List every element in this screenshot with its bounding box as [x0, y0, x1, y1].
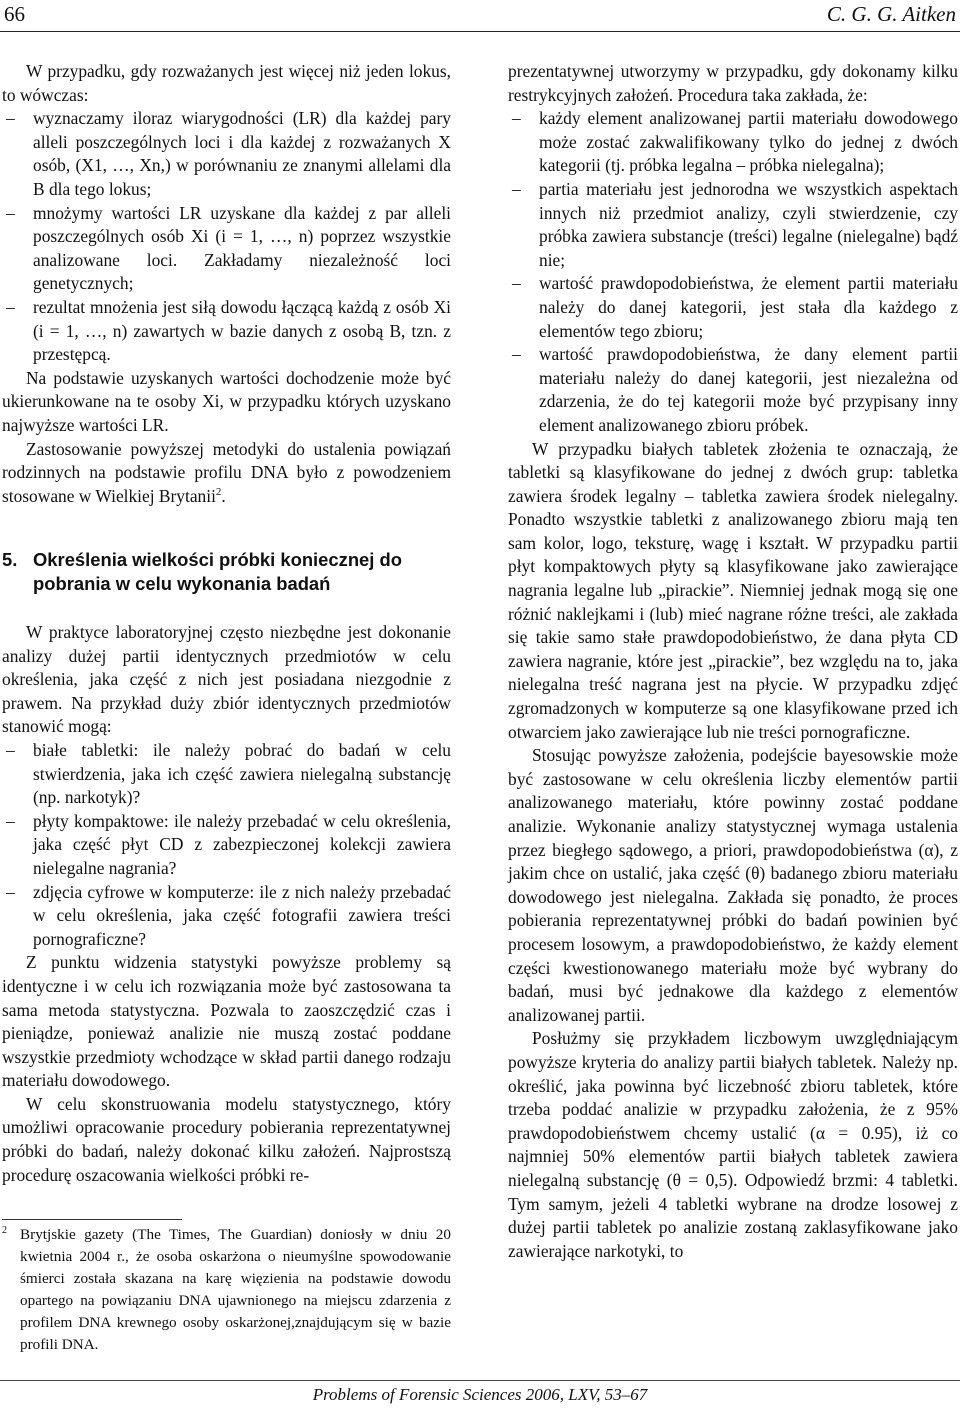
footnote — [2, 1224, 451, 1356]
left-column-section — [2, 621, 451, 1187]
paragraph: W celu skonstruowania modelu statystycznego, który umożliwi opracowanie procedury pobierania reprezentatywnej próbki do badań, należy dokonać kilku założeń. Najprostszą procedurę oszacowania wielkości próbki re- — [2, 1093, 451, 1185]
list-item: – płyty kompaktowe: ile należy przebadać w celu określenia, jaka część płyt CD z zabezpieczonej kolekcji zawiera nielegalne nagrania? — [2, 810, 451, 881]
paragraph: Z punktu widzenia statystyki powyższe problemy są identyczne i w celu ich rozwiązania może być zastosowana ta sama metoda statystyczna. Pozwala to zaoszczędzić czas i pieniądze, ponieważ analizie nie muszą zostać poddane wszystkie przedmioty wchodzące w skład partii danego rodzaju materiału dowodowego. — [2, 952, 451, 1091]
paragraph: W przypadku, gdy rozważanych jest więcej niż jeden lokus, to wówczas: — [2, 61, 451, 105]
paragraph: prezentatywnej utworzymy w przypadku, gdy dokonamy kilku restrykcyjnych założeń. Procedura taka zakłada, że: — [508, 61, 958, 105]
section-number: 5. — [2, 549, 18, 570]
list-item: – zdjęcia cyfrowe w komputerze: ile z nich należy przebadać w celu określenia, jaka część fotografii zawiera treści pornograficzne? — [2, 881, 451, 952]
list-item: – białe tabletki: ile należy pobrać do badań w celu stwierdzenia, jaka ich część zawiera nielegalną substancję (np. narkotyk)? — [2, 739, 451, 810]
right-column — [508, 60, 958, 1263]
header-rule — [0, 31, 960, 32]
list-item: – wyznaczamy iloraz wiarygodności (LR) dla każdej pary alleli poszczególnych loci i dla każdej z rozważanych X osób, (X1, …, Xn,) w porównaniu ze znanymi allelami dla B dla tego lokus; — [2, 107, 451, 201]
paragraph: Na podstawie uzyskanych wartości dochodzenie może być ukierunkowane na te osoby Xi, w przypadku których uzyskano najwyższe wartości LR. — [2, 367, 451, 435]
paragraph-end: . — [221, 485, 226, 506]
paragraph — [2, 438, 451, 509]
left-column — [2, 60, 451, 508]
footnote-reference: 2 — [215, 485, 222, 498]
section-title: Określenia wielkości próbki koniecznej do pobrania w celu wykonania badań — [33, 549, 402, 594]
running-head: C. G. G. Aitken — [826, 2, 956, 26]
list-item: – mnożymy wartości LR uzyskane dla każdej z par alleli poszczególnych osób Xi (i = 1, …, n) poprzez wszystkie analizowane loci. Zakładamy niezależność loci genetycznych; — [2, 202, 451, 296]
paragraph: Stosując powyższe założenia, podejście bayesowskie może być zastosowane w celu określenia liczby elementów partii analizowanego materiału, które powinny zostać poddane analizie. Wykonanie analizy statystycznej wymaga ustalenia przez biegłego sądowego, a priori, prawdopodobieństwa (α), z jakim chce on ustalić, jaka część (θ) badanego zbioru materiału dowodowego jest nielegalna. Zakłada się ponadto, że proces pobierania reprezentatywnej próbki do badań powinien być procesem losowym, a prawdopodobieństwo, że każdy element części kwestionowanego materiału może być wybrany do badań, musi być jednakowe dla każdego z elementów analizowanej partii. — [508, 745, 958, 1025]
footnote-mark: 2 — [2, 1225, 7, 1236]
list-item: – partia materiału jest jednorodna we wszystkich aspektach innych niż przedmiot analizy, czyli stwierdzenie, czy próbka zawiera substancje (treści) legalne (nielegalne) bądź nie; — [508, 178, 958, 272]
paragraph: Posłużmy się przykładem liczbowym uwzględniającym powyższe kryteria do analizy partii białych tabletek. Należy np. określić, jaka powinna być liczebność zbioru tabletek, które trzeba poddać analizie w przypadku założenia, że z 95% prawdopodobieństwem chcemy ustalić (α = 0.95), iż co najmniej 50% elementów partii białych tabletek zawiera nielegalną substancję (θ = 0,5). Odpowiedź brzmi: 4 tabletki. Tym samym, jeżeli 4 tabletki wybrane na drodze losowej z dużej partii tabletek po analizie zostaną zaklasyfikowane jako zawierające narkotyki, to — [508, 1028, 958, 1261]
list-item: – każdy element analizowanej partii materiału dowodowego może zostać zakwalifikowany tylko do jednej z dwóch kategorii (tj. próbka legalna – próbka nielegalna); — [508, 107, 958, 178]
paragraph-text: Zastosowanie powyższej metodyki do ustalenia powiązań rodzinnych na podstawie profilu DNA było z powodzeniem stosowane w Wielkiej Brytanii — [2, 438, 451, 506]
section-heading — [2, 548, 451, 596]
list-item: – wartość prawdopodobieństwa, że dany element partii materiału należy do danej kategorii, jest niezależna od zdarzenia, że do tej kategorii może być przypisany inny element analizowanego zbioru próbek. — [508, 343, 958, 437]
footnote-text: Brytjskie gazety (The Times, The Guardian) doniosły w dniu 20 kwietnia 2004 r., że osoba oskarżona o nieumyślne spowodowanie śmierci została skazana na karę więzienia na podstawie dowodu opartego na powiązaniu DNA ujawnionego na miejscu zdarzenia z profilem DNA krewnego osoby oskarżonej,znajdującym się w bazie profili DNA. — [20, 1226, 451, 1353]
paragraph: W przypadku białych tabletek złożenia te oznaczają, że tabletki są klasyfikowane do jednej z dwóch grup: tabletka zawiera środek legalny – tabletka zawiera środek nielegalny. Ponadto wszystkie tabletki z analizowanego zbioru mają ten sam kolor, logo, teksturę, wagę i kształt. W przypadku partii płyt kompaktowych płyty są klasyfikowane jako zawierające nagrania legalne lub „pirackie”. Niemniej jednak mogą się one różnić naklejkami i (lub) mieć nagrane różne treści, ale zakłada się takie samo stałe prawdopodobieństwo, że dana płyta CD zawiera nagranie, które jest „pirackie”, bez względu na to, jaka nielegalna treść nagrana jest na płycie. W przypadku zdjęć zgromadzonych w komputerze są one klasyfikowane przed ich otwarciem jako zawierające lub nie treści pornograficzne. — [508, 438, 958, 742]
footnote-rule — [2, 1219, 182, 1220]
footer-rule — [0, 1380, 960, 1381]
journal-footer: Problems of Forensic Sciences 2006, LXV, 53–67 — [312, 1385, 648, 1404]
page-number: 66 — [4, 2, 25, 26]
paragraph: W praktyce laboratoryjnej często niezbędne jest dokonanie analizy dużej partii identycznych przedmiotów w celu określenia, jaka część z nich jest posiadana niezgodnie z prawem. Na przykład duży zbiór identycznych przedmiotów stanowić mogą: — [2, 622, 451, 737]
list-item: – wartość prawdopodobieństwa, że element partii materiału należy do danej kategorii, jest stała dla każdego z elementów tego zbioru; — [508, 272, 958, 343]
list-item: – rezultat mnożenia jest siłą dowodu łączącą każdą z osób Xi (i = 1, …, n) zawartych w bazie danych z osobą B, tzn. z przestępcą. — [2, 296, 451, 367]
